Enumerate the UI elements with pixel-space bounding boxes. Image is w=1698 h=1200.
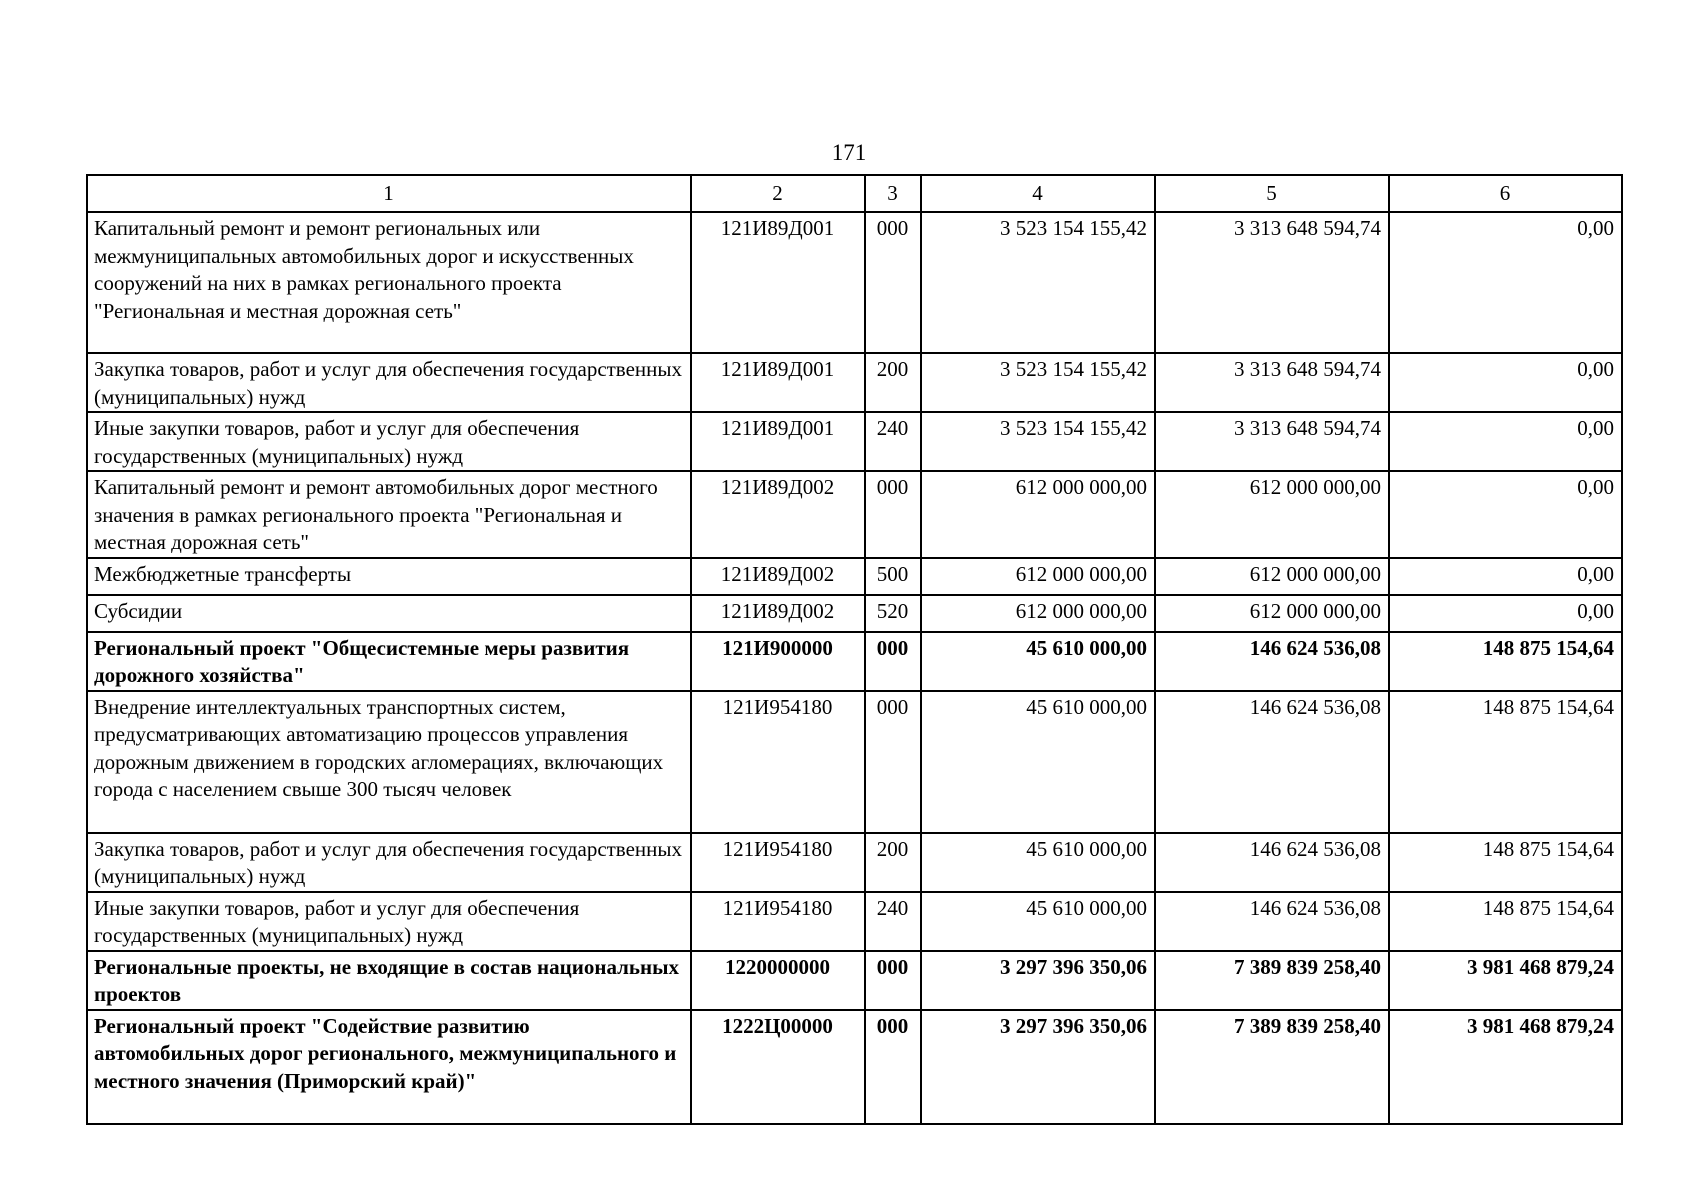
row-value-2: 3 313 648 594,74 [1155, 212, 1389, 353]
row-value-1: 3 523 154 155,42 [921, 412, 1155, 471]
row-value-3: 0,00 [1389, 353, 1622, 412]
row-kvr: 000 [865, 1010, 921, 1124]
row-kvr: 240 [865, 892, 921, 951]
row-value-1: 3 297 396 350,06 [921, 951, 1155, 1010]
row-value-2: 3 313 648 594,74 [1155, 412, 1389, 471]
row-value-2: 612 000 000,00 [1155, 595, 1389, 632]
table-row [87, 892, 1622, 951]
table-row [87, 833, 1622, 892]
row-value-2: 146 624 536,08 [1155, 892, 1389, 951]
row-code: 121И89Д001 [691, 212, 865, 353]
column-header-1: 1 [87, 175, 691, 212]
row-value-2: 7 389 839 258,40 [1155, 1010, 1389, 1124]
row-value-3: 148 875 154,64 [1389, 892, 1622, 951]
row-value-3: 0,00 [1389, 595, 1622, 632]
row-value-3: 148 875 154,64 [1389, 632, 1622, 691]
row-value-3: 3 981 468 879,24 [1389, 1010, 1622, 1124]
row-name: Региональные проекты, не входящие в состав национальных проектов [87, 951, 691, 1010]
table-row [87, 595, 1622, 632]
table-row [87, 212, 1622, 353]
row-value-1: 45 610 000,00 [921, 892, 1155, 951]
table-row [87, 558, 1622, 595]
table-row [87, 353, 1622, 412]
row-name: Региональный проект "Содействие развитию автомобильных дорог регионального, межмуниципального и местного значения (Приморский край)" [87, 1010, 691, 1124]
row-name: Капитальный ремонт и ремонт автомобильных дорог местного значения в рамках регионального проекта "Региональная и местная дорожная сеть" [87, 471, 691, 558]
table-row [87, 1010, 1622, 1124]
row-value-2: 146 624 536,08 [1155, 632, 1389, 691]
row-name: Иные закупки товаров, работ и услуг для обеспечения государственных (муниципальных) нужд [87, 892, 691, 951]
row-kvr: 500 [865, 558, 921, 595]
column-header-5: 5 [1155, 175, 1389, 212]
row-value-3: 3 981 468 879,24 [1389, 951, 1622, 1010]
row-kvr: 000 [865, 212, 921, 353]
row-code: 121И954180 [691, 691, 865, 833]
row-code: 121И954180 [691, 833, 865, 892]
budget-table [86, 174, 1623, 1125]
row-value-1: 45 610 000,00 [921, 833, 1155, 892]
row-code: 121И89Д001 [691, 412, 865, 471]
table-row [87, 632, 1622, 691]
row-value-3: 0,00 [1389, 558, 1622, 595]
column-header-3: 3 [865, 175, 921, 212]
row-name: Межбюджетные трансферты [87, 558, 691, 595]
row-name: Иные закупки товаров, работ и услуг для обеспечения государственных (муниципальных) нужд [87, 412, 691, 471]
row-value-1: 612 000 000,00 [921, 471, 1155, 558]
row-value-3: 148 875 154,64 [1389, 833, 1622, 892]
row-code: 121И89Д002 [691, 595, 865, 632]
row-kvr: 000 [865, 691, 921, 833]
row-value-1: 3 523 154 155,42 [921, 353, 1155, 412]
row-code: 1222Ц00000 [691, 1010, 865, 1124]
column-header-4: 4 [921, 175, 1155, 212]
row-value-3: 148 875 154,64 [1389, 691, 1622, 833]
row-kvr: 000 [865, 632, 921, 691]
row-value-2: 612 000 000,00 [1155, 471, 1389, 558]
page-number: 171 [831, 140, 867, 165]
row-code: 121И89Д002 [691, 471, 865, 558]
column-header-2: 2 [691, 175, 865, 212]
row-kvr: 000 [865, 951, 921, 1010]
row-value-2: 7 389 839 258,40 [1155, 951, 1389, 1010]
column-header-6: 6 [1389, 175, 1622, 212]
table-row [87, 412, 1622, 471]
table-row [87, 951, 1622, 1010]
row-code: 121И954180 [691, 892, 865, 951]
row-name: Внедрение интеллектуальных транспортных систем, предусматривающих автоматизацию процессов управления дорожным движением в городских агломерациях, включающих города с населением свыше 300 тысяч человек [87, 691, 691, 833]
row-value-1: 3 297 396 350,06 [921, 1010, 1155, 1124]
row-value-1: 612 000 000,00 [921, 595, 1155, 632]
header-row [87, 175, 1622, 212]
row-name: Субсидии [87, 595, 691, 632]
table-row [87, 471, 1622, 558]
row-value-3: 0,00 [1389, 212, 1622, 353]
row-value-1: 45 610 000,00 [921, 632, 1155, 691]
row-code: 1220000000 [691, 951, 865, 1010]
row-kvr: 000 [865, 471, 921, 558]
row-code: 121И900000 [691, 632, 865, 691]
row-code: 121И89Д002 [691, 558, 865, 595]
row-value-1: 45 610 000,00 [921, 691, 1155, 833]
table-row [87, 691, 1622, 833]
row-name: Закупка товаров, работ и услуг для обеспечения государственных (муниципальных) нужд [87, 833, 691, 892]
row-name: Закупка товаров, работ и услуг для обеспечения государственных (муниципальных) нужд [87, 353, 691, 412]
row-kvr: 240 [865, 412, 921, 471]
row-value-2: 3 313 648 594,74 [1155, 353, 1389, 412]
row-value-3: 0,00 [1389, 471, 1622, 558]
row-kvr: 200 [865, 833, 921, 892]
row-value-3: 0,00 [1389, 412, 1622, 471]
row-kvr: 200 [865, 353, 921, 412]
row-name: Региональный проект "Общесистемные меры развития дорожного хозяйства" [87, 632, 691, 691]
row-value-1: 612 000 000,00 [921, 558, 1155, 595]
row-value-2: 612 000 000,00 [1155, 558, 1389, 595]
row-value-2: 146 624 536,08 [1155, 833, 1389, 892]
row-value-1: 3 523 154 155,42 [921, 212, 1155, 353]
row-code: 121И89Д001 [691, 353, 865, 412]
row-kvr: 520 [865, 595, 921, 632]
row-value-2: 146 624 536,08 [1155, 691, 1389, 833]
row-name: Капитальный ремонт и ремонт региональных или межмуниципальных автомобильных дорог и искусственных сооружений на них в рамках регионального проекта "Региональная и местная дорожная сеть" [87, 212, 691, 353]
